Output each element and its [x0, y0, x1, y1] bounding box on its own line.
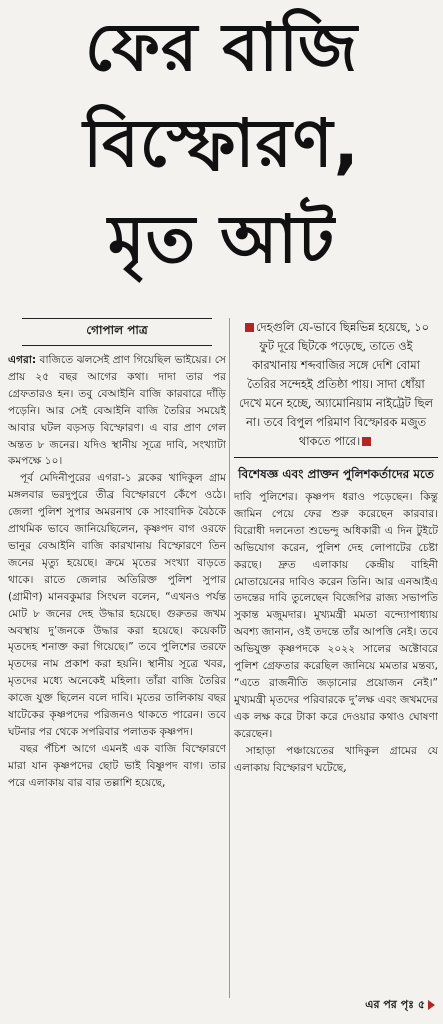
continued-text: এর পর পৃঃ ৫: [365, 998, 425, 1011]
right-paragraph-2: সাহাড়া পঞ্চায়েতের খাদিকুল গ্রামের যে এলাকায় বিস্ফোরণ ঘটেছে,: [234, 744, 438, 774]
left-paragraph-1-text: বাজিতে ঝলসেই প্রাণ গিয়েছিল ভাইয়ের। সে প্রায় ২৫ বছর আগের কথা। দাদা তার পর গ্রেফতারও হন। তবু বেআইনি বাজি কারবারে দাঁড়ি পড়েনি। আর সেই বেআইনি বাজি তৈরির সময়েই আবার ঘটল বড়সড় বিস্ফোরণ। এ বার প্রাণ গেল অন্তত ৮ জনের। যদিও স্থানীয় সূত্রে দাবি, সংখ্যাটা কমপক্ষে ১০।: [8, 354, 226, 468]
headline-line-2: বিস্ফোরণ,: [83, 105, 360, 182]
pull-quote: [234, 318, 438, 458]
byline: গোপাল পাত্র: [22, 318, 212, 346]
right-column: [234, 318, 438, 1018]
headline: [0, 0, 443, 300]
left-article-body: [8, 352, 226, 792]
left-paragraph-3: বছর পঁচিশ আগে এমনই এক বাজি বিস্ফোরণে মারা যান কৃষ্ণপদের ছোট ভাই বিষ্ণুপদ বাগ। তার পরে এলাকায় বার বার তল্লাশি হয়েছে,: [8, 742, 226, 789]
dateline: এগরা:: [8, 354, 37, 366]
headline-line-3: মৃত আট: [107, 201, 336, 278]
right-article-body: [234, 489, 438, 776]
left-column: [8, 318, 226, 1018]
column-divider: [229, 318, 230, 998]
arrow-right-icon: [428, 1000, 435, 1010]
left-paragraph-1: [8, 352, 226, 470]
quote-open-mark-icon: [245, 323, 254, 332]
left-paragraph-2: পূর্ব মেদিনীপুরের এগরা-১ ব্লকের খাদিকুল গ্রাম মঙ্গলবার ভরদুপুরে তীব্র বিস্ফোরণে কেঁপে ওঠে। জেলা পুলিশ সুপার অমরনাথ কে সাংবাদিক বৈঠকে প্রাথমিক ভাবে জানিয়েছিলেন, কৃষ্ণপদ বাগ ওরফে ভানুর বেআইনি বাজি কারখানায় বিস্ফোরণে তিন জনের মৃত্যু হয়েছে। ক্রমে মৃতের সংখ্যা বাড়তে থাকে। রাতে জেলার অতিরিক্ত পুলিশ সুপার (গ্রামীণ) মানবকুমার সিংঘল বলেন, “এখনও পর্যন্ত মোট ৮ জনের দেহ উদ্ধার হয়েছে। গুরুতর জখম অবস্থায় দু’জনকে উদ্ধার করা হয়েছে। কয়েকটি মৃতদেহ শনাক্ত করা গিয়েছে।” তবে পুলিশের তরফে মৃতদের নাম প্রকাশ করা হয়নি। স্থানীয় সূত্রে খবর, মৃতদের মধ্যে অনেকেই মহিলা। তাঁরা বাজি তৈরির কাজে যুক্ত ছিলেন বলে দাবি। মৃতের তালিকায় বছর ষাটেকের কৃষ্ণপদের পরিজনও থাকতে পারেন। তবে ঘটনার পর থেকে সপরিবার পলাতক কৃষ্ণপদ।: [8, 472, 226, 738]
headline-line-1: ফের বাজি: [84, 9, 359, 86]
quote-close-mark-icon: [362, 437, 371, 446]
right-paragraph-1: দাবি পুলিশের। কৃষ্ণপদ ধরাও পড়েছেন। কিন্তু জামিন পেয়ে ফের শুরু করেছেন কারবার। বিরোধী দলনেতা শুভেন্দু অধিকারী এ দিন টুইটে অভিযোগ করেন, পুলিশ দেহ লোপাটের চেষ্টা করছে। দ্রুত এলাকায় কেন্দ্রীয় বাহিনী মোতায়েনের দাবিও করেন তিনি। আর এনআইএ তদন্তের দাবি তুলেছেন বিজেপির রাজ্য সভাপতি সুকান্ত মজুমদার। মুখ্যমন্ত্রী মমতা বন্দ্যোপাধ্যায় অবশ্য জানান, ওই তদন্তে তাঁর আপত্তি নেই। তবে অভিযুক্ত কৃষ্ণপদকে ২০২২ সালের অক্টোবরে পুলিশ গ্রেফতার করেছিল জানিয়ে মমতার মন্তব্য, “এতে রাজনীতি জড়ানোর প্রয়োজন নেই।” মুখ্যমন্ত্রী মৃতদের পরিবারকে দু’লক্ষ এবং জখমদের এক লক্ষ করে টাকা করে দেওয়ার কথাও ঘোষণা করেছেন।: [234, 491, 438, 740]
continued-note: [365, 996, 435, 1015]
pull-quote-text: দেহগুলি যে-ভাবে ছিন্নভিন্ন হয়েছে, ১০ ফুট দূরে ছিটকে পড়েছে, তাতে ওই কারখানায় শব্দবাজির সঙ্গে দেশি বোমা তৈরির সন্দেহই প্রতিষ্ঠা পায়। সাদা ধোঁয়া দেখে মনে হচ্ছে, অ্যামোনিয়াম নাইট্রেট ছিল না। তবে বিপুল পরিমাণ বিস্ফোরক মজুত থাকতে পারে।: [238, 320, 434, 448]
subhead: বিশেষজ্ঞ এবং প্রাক্তন পুলিশকর্তাদের মতে: [238, 467, 434, 481]
